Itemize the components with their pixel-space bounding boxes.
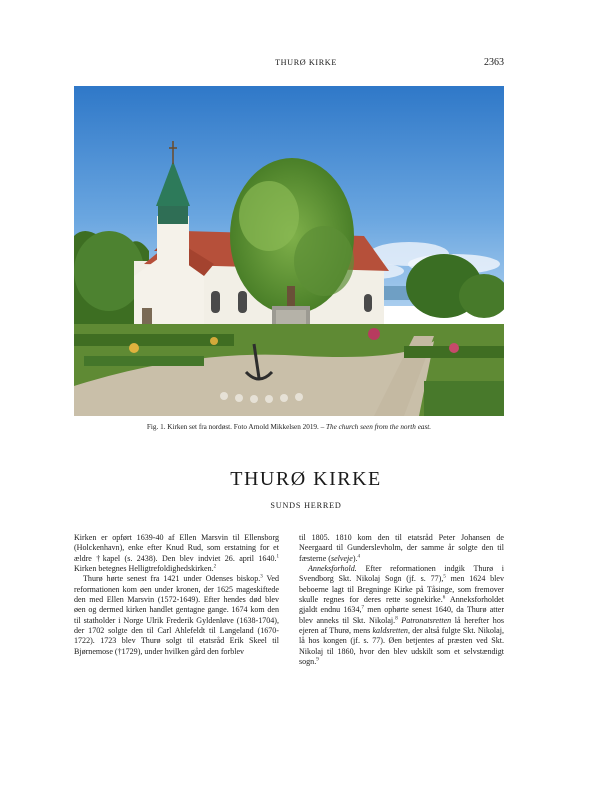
hedge (424, 381, 504, 416)
text-run: Ved reformationen kom øen under kronen, der 1625 mageskiftede den med Ellen Marsvin (1572-1649). Efter hendes død blev øen og dermed kirken handlet gentagne gange. 1674 kom den til statholder i Norge Ulrik Frederik Gyldenløve (1638-1704), der 1702 solgte den til Carl Ahlefeldt til Langeland (1670-1722). 1723 blev Thurø solgt til etatsråd Erik Skeel til Bjørnemose (†1729), under hvilken gård den forblev (74, 574, 279, 656)
caption-danish: Fig. 1. Kirken set fra nordøst. Foto Arnold Mikkelsen 2019. – (146, 423, 325, 431)
left-tree (74, 231, 144, 311)
text-run: til 1805. 1810 kom den til etatsråd Peter Johansen de Neergaard til Gunderslevholm, der samme år solgte den til fæsterne ( (299, 533, 504, 563)
text-run: Kirken er opført 1639-40 af Ellen Marsvin til Ellensborg (Holckenhavn), enke efter Knud Rud, som erstatning for et ældre †kapel (s. 2438). Den blev indviet 26. april 1640. (74, 533, 279, 563)
church-photo (74, 86, 504, 416)
tower-belfry (158, 204, 188, 224)
text-run: Thurø hørte senest fra 1421 under Odenses biskop. (83, 574, 261, 584)
figure-caption (74, 423, 504, 432)
running-title: THURØ KIRKE (275, 58, 337, 67)
text-run: men ophørte senest 1640, da Thurø atter blev anneks til Skt. Nikolaj. (299, 605, 504, 625)
hedge (84, 356, 204, 366)
text-run: Anneksforholdet gjaldt endnu 1634, (299, 595, 504, 615)
caption-english: The church seen from the north east. (326, 423, 432, 431)
church-window (364, 294, 372, 312)
text-run: lå herefter hos ejeren af Thurø, mens (299, 615, 504, 636)
church-window (211, 291, 220, 313)
hedge (74, 334, 234, 346)
church-door (142, 308, 152, 324)
footnote-ref: 1 (276, 554, 279, 560)
tower-body (157, 216, 189, 271)
church-window (238, 291, 247, 313)
text-run: , der altså fulgte Skt. Nikolaj, lå hos kongen (jf. s. 77). Øen betjentes af præsten ved Skt. Nikolaj til 1860, hvor den blev udskilt som et selvstændigt sogn. (299, 626, 504, 667)
text-run: Kirken betegnes Helligtrefoldighedskirken. (74, 564, 214, 574)
footnote-ref: 4 (357, 554, 361, 560)
body-paragraph (74, 533, 279, 574)
page-number: 2363 (484, 57, 504, 68)
text-column-right (299, 533, 504, 667)
page-subtitle: SUNDS HERRED (270, 501, 342, 510)
footnote-ref: 3 (260, 574, 263, 580)
footnote-ref: 7 (361, 605, 364, 611)
text-column-left (74, 533, 279, 657)
text-run: ). (352, 553, 358, 563)
footnote-ref: 8 (395, 616, 398, 622)
footnote-ref: 6 (442, 595, 446, 601)
emphasis-text: kaldsretten (372, 626, 408, 636)
emphasis-text: Anneksforhold. (308, 564, 357, 574)
running-head (0, 58, 612, 70)
emphasis-text: selveje (330, 553, 353, 563)
text-run: Efter reformationen indgik Thurø i Svendborg Skt. Nikolaj Sogn (jf. s. 77), (299, 564, 504, 584)
footnote-ref: 5 (443, 574, 446, 580)
body-paragraph (299, 533, 504, 564)
stone-border (220, 392, 228, 400)
emphasis-text: Patronatsretten (401, 615, 452, 625)
body-paragraph (299, 564, 504, 667)
body-paragraph (74, 574, 279, 657)
footnote-ref: 9 (316, 657, 319, 663)
text-run: men 1624 blev beboerne lagt til Bregninge Kirke på Tåsinge, som fremover skulle regnes for deres rette sognekirke. (299, 574, 504, 605)
flowers (368, 328, 380, 340)
page-title: THURØ KIRKE (230, 468, 382, 490)
footnote-ref: 2 (213, 564, 217, 570)
